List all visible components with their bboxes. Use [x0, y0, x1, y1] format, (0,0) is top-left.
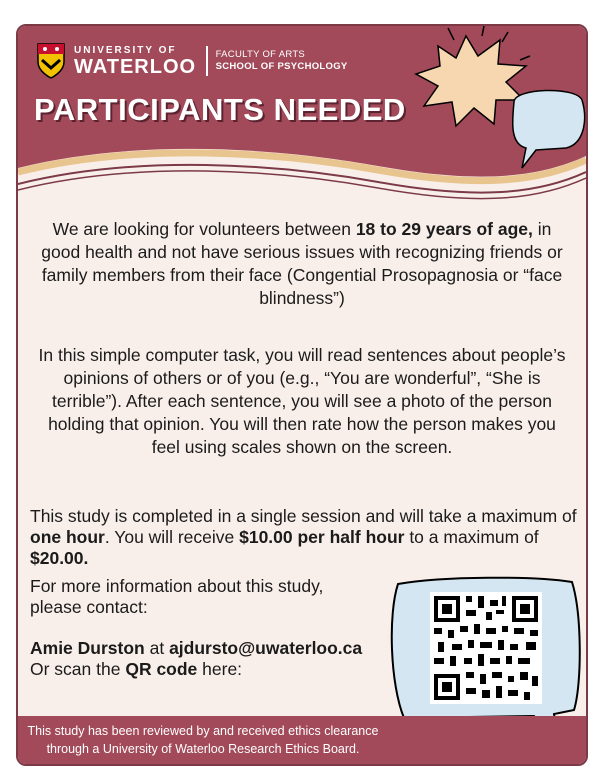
faculty-name [216, 49, 348, 73]
university-name-big: WATERLOO [74, 56, 197, 78]
contact-prompt: For more information about this study, please contact: [30, 576, 324, 617]
qr-code-label: QR code [125, 659, 198, 679]
ethics-notice: This study has been reviewed by and received ethics clearance through a University of Waterloo Research Ethics Board. [27, 724, 379, 756]
header-wave [18, 138, 586, 218]
contact-name: Amie Durston [30, 638, 145, 658]
scan-text-a: Or scan the [30, 659, 126, 679]
school-label: SCHOOL OF PSYCHOLOGY [215, 61, 348, 72]
pay-rate: $10.00 per half hour [239, 527, 405, 547]
task-paragraph: In this simple computer task, you will read sentences about people’s opinions of others or of you (e.g., “You are wonderful”, “She is terrible”). After each sentence, you will see a photo of the person holding that opinion. You will then rate how the person makes you feel using scales shown on the screen. [38, 345, 566, 457]
compensation-text-a: This study is completed in a single session and will take a maximum of [30, 506, 577, 526]
age-range: 18 to 29 years of age, [355, 219, 533, 239]
logo-divider [206, 46, 208, 76]
intro-text-a: We are looking for volunteers between [52, 219, 356, 239]
flyer [16, 24, 588, 766]
university-name [74, 45, 196, 77]
intro-text-b: in good health and not have serious issues with recognizing friends or family members from their face (Congential Prosopagnosia or “face blindness”) [41, 219, 563, 308]
speech-bubble-graphic [506, 82, 586, 172]
contact-details [30, 638, 390, 680]
contact-email-link[interactable]: ajdursto@uwaterloo.ca [169, 638, 363, 658]
duration: one hour [30, 527, 105, 547]
scan-text-b: here: [197, 659, 243, 679]
page-title: PARTICIPANTS NEEDED [34, 92, 406, 127]
university-name-small: UNIVERSITY OF [74, 45, 177, 56]
eligibility-paragraph [32, 218, 572, 310]
contact-at: at [144, 638, 170, 658]
pay-max: $20.00. [30, 548, 89, 568]
crest-icon [36, 42, 66, 80]
compensation-paragraph [30, 506, 582, 569]
compensation-text-c: to a maximum of [404, 527, 539, 547]
university-logo [36, 42, 348, 80]
faculty-label: FACULTY OF ARTS [215, 49, 306, 60]
qr-code-icon[interactable] [430, 592, 542, 704]
compensation-text-b: . You will receive [104, 527, 240, 547]
footer-banner [18, 716, 586, 764]
